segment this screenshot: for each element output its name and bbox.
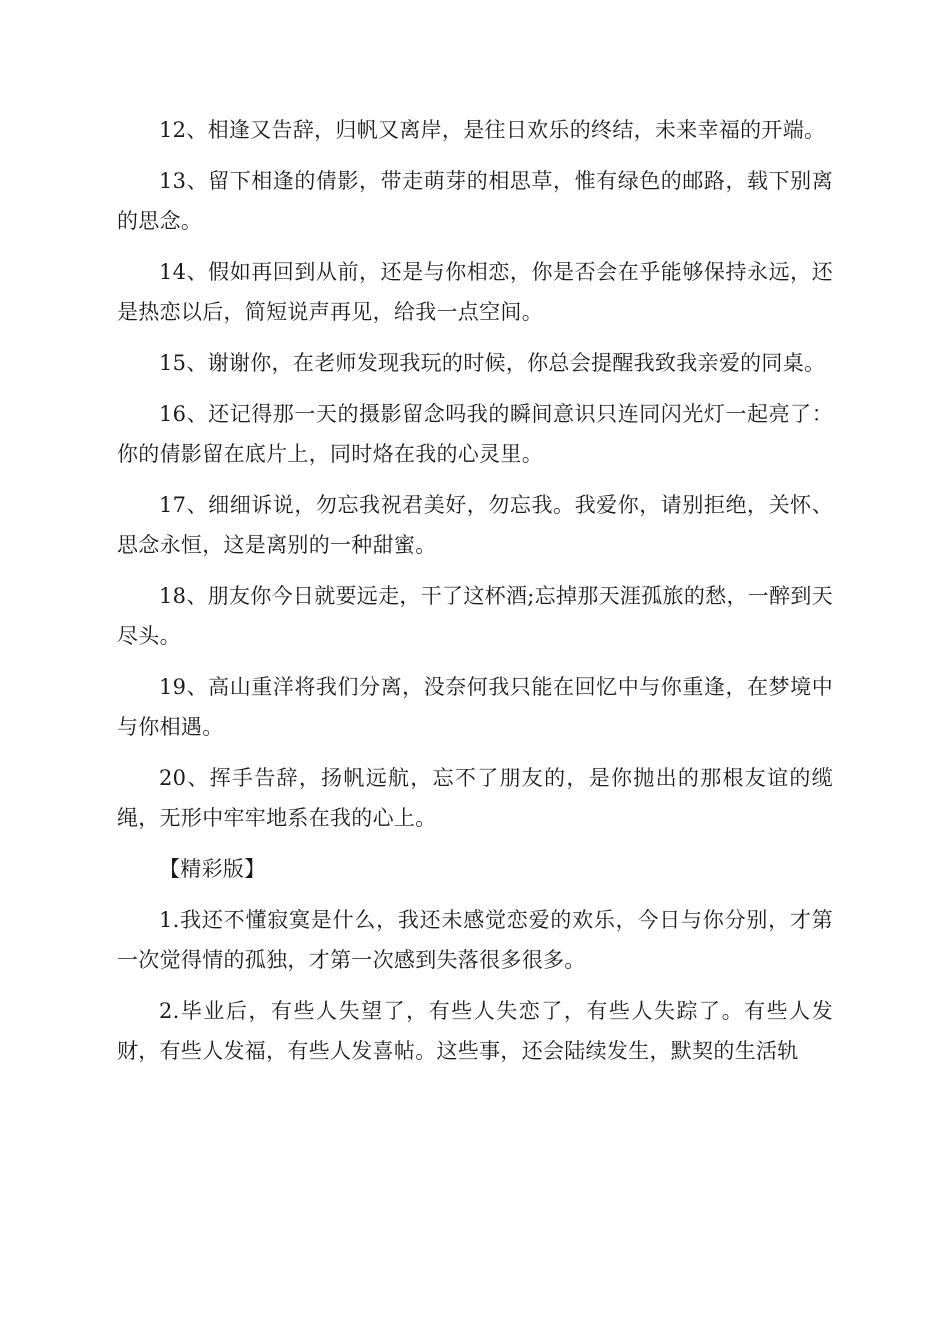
paragraph-12: 12、相逢又告辞，归帆又离岸，是往日欢乐的终结，未来幸福的开端。 <box>159 118 826 142</box>
paragraph-18: 18、朋友你今日就要远走，干了这杯酒;忘掉那天涯孤旅的愁，一醉到天尽头。 <box>117 584 833 648</box>
paragraph-14: 14、假如再回到从前，还是与你相恋，你是否会在乎能够保持永远，还是热恋以后，简短说声再见，给我一点空间。 <box>117 260 833 324</box>
paragraph-20: 20、挥手告辞，扬帆远航，忘不了朋友的，是你抛出的那根友谊的缆绳，无形中牢牢地系在我的心上。 <box>117 766 833 830</box>
paragraph-15: 15、谢谢你，在老师发现我玩的时候，你总会提醒我致我亲爱的同桌。 <box>159 351 826 375</box>
section-heading: 【精彩版】 <box>159 857 266 881</box>
paragraph-13: 13、留下相逢的倩影，带走萌芽的相思草，惟有绿色的邮路，载下别离的思念。 <box>117 169 833 233</box>
paragraph-1: 1.我还不懂寂寞是什么，我还未感觉恋爱的欢乐，今日与你分别，才第一次觉得情的孤独，才第一次感到失落很多很多。 <box>117 908 833 972</box>
paragraph-2: 2.毕业后，有些人失望了，有些人失恋了，有些人失踪了。有些人发财，有些人发福，有些人发喜帖。这些事，还会陆续发生，默契的生活轨 <box>117 999 833 1063</box>
paragraph-19: 19、高山重洋将我们分离，没奈何我只能在回忆中与你重逢，在梦境中与你相遇。 <box>117 675 833 739</box>
paragraph-17: 17、细细诉说，勿忘我祝君美好，勿忘我。我爱你，请别拒绝，关怀、思念永恒，这是离别的一种甜蜜。 <box>117 493 833 557</box>
document-body <box>117 110 833 1071</box>
paragraph-16: 16、还记得那一天的摄影留念吗我的瞬间意识只连同闪光灯一起亮了：你的倩影留在底片上，同时烙在我的心灵里。 <box>117 402 833 466</box>
